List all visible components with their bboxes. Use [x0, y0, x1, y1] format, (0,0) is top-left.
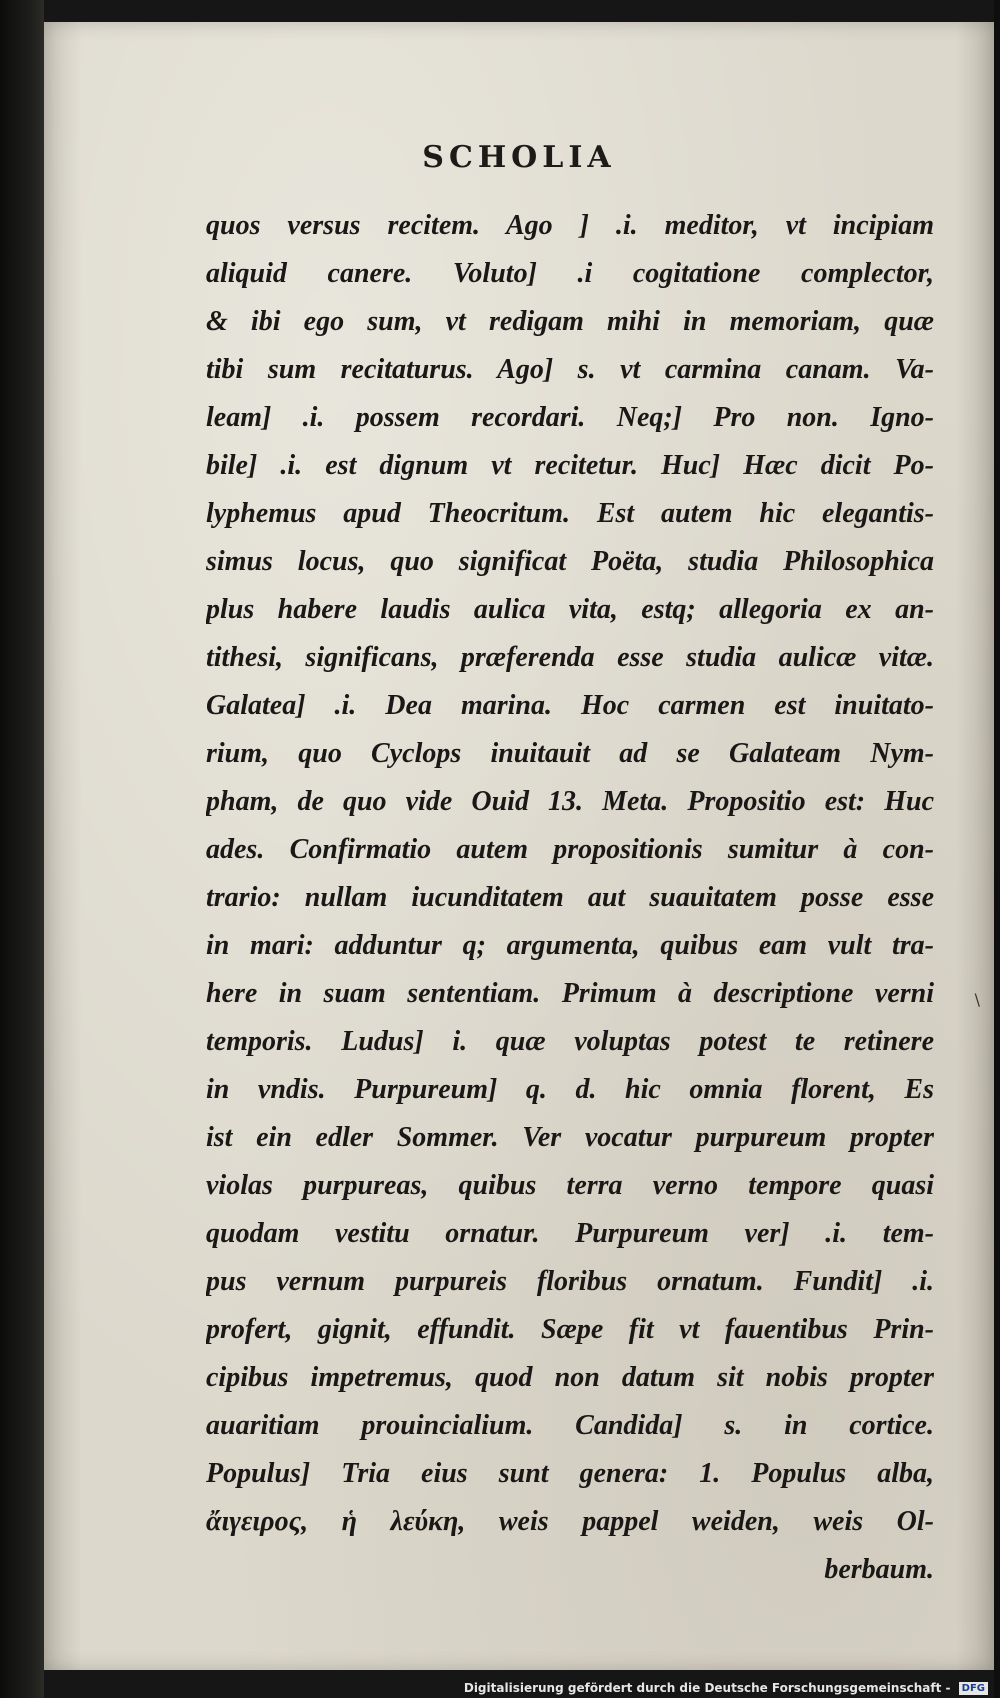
text-line: quodam vestitu ornatur. Purpureum ver] .i. tem-: [206, 1218, 934, 1249]
text-line: plus habere laudis aulica vita, estq; allegoria ex an-: [206, 594, 934, 625]
text-line: here in suam sententiam. Primum à descriptione verni: [206, 978, 934, 1009]
text-line: ades. Confirmatio autem propositionis sumitur à con-: [206, 834, 934, 865]
text-line: ist ein edler Sommer. Ver vocatur purpureum propter: [206, 1122, 934, 1153]
text-line: quos versus recitem. Ago ] .i. meditor, vt incipiam: [206, 210, 934, 241]
text-line: Populus] Tria eius sunt genera: 1. Populus alba,: [206, 1458, 934, 1489]
text-line: rium, quo Cyclops inuitauit ad se Galateam Nym-: [206, 738, 934, 769]
text-line: ἄιγειρος, ἡ λεύκη, weis pappel weiden, weis Ol-: [206, 1506, 934, 1537]
text-line: & ibi ego sum, vt redigam mihi in memoriam, quæ: [206, 306, 934, 337]
text-line-catchword: berbaum.: [824, 1554, 934, 1585]
scan-right-edge: [994, 0, 1000, 1698]
text-line: pus vernum purpureis floribus ornatum. Fundit] .i.: [206, 1266, 934, 1297]
text-line: profert, gignit, effundit. Sæpe fit vt fauentibus Prin-: [206, 1314, 934, 1345]
text-line: lyphemus apud Theocritum. Est autem hic elegantis-: [206, 498, 934, 529]
credit-text: Digitalisierung gefördert durch die Deutsche Forschungsgemeinschaft -: [463, 1681, 951, 1695]
text-line: auaritiam prouincialium. Candida] s. in cortice.: [206, 1410, 934, 1441]
text-line: aliquid canere. Voluto] .i cogitatione complector,: [206, 258, 934, 289]
text-line: tithesi, significans, præferenda esse studia aulicæ vitæ.: [206, 642, 934, 673]
text-line: bile] .i. est dignum vt recitetur. Huc] Hæc dicit Po-: [206, 450, 934, 481]
text-block: [206, 202, 934, 1594]
text-line: violas purpureas, quibus terra verno tempore quasi: [206, 1170, 934, 1201]
margin-mark: \: [974, 990, 980, 1009]
running-head: SCHOLIA: [422, 140, 616, 175]
text-line: simus locus, quo significat Poëta, studia Philosophica: [206, 546, 934, 577]
text-line: leam] .i. possem recordari. Neq;] Pro non. Igno-: [206, 402, 934, 433]
dfg-logo: DFG: [959, 1682, 988, 1695]
text-line: pham, de quo vide Ouid 13. Meta. Propositio est: Huc: [206, 786, 934, 817]
book-page: [44, 22, 994, 1670]
text-line: tibi sum recitaturus. Ago] s. vt carmina canam. Va-: [206, 354, 934, 385]
text-line: temporis. Ludus] i. quæ voluptas potest te retinere: [206, 1026, 934, 1057]
text-line: Galatea] .i. Dea marina. Hoc carmen est inuitato-: [206, 690, 934, 721]
text-line: in mari: adduntur q; argumenta, quibus eam vult tra-: [206, 930, 934, 961]
text-line: in vndis. Purpureum] q. d. hic omnia florent, Es: [206, 1074, 934, 1105]
text-line: trario: nullam iucunditatem aut suauitatem posse esse: [206, 882, 934, 913]
text-line: cipibus impetremus, quod non datum sit nobis propter: [206, 1362, 934, 1393]
book-spine-edge: [0, 0, 44, 1698]
digitization-credit: [0, 1681, 988, 1695]
